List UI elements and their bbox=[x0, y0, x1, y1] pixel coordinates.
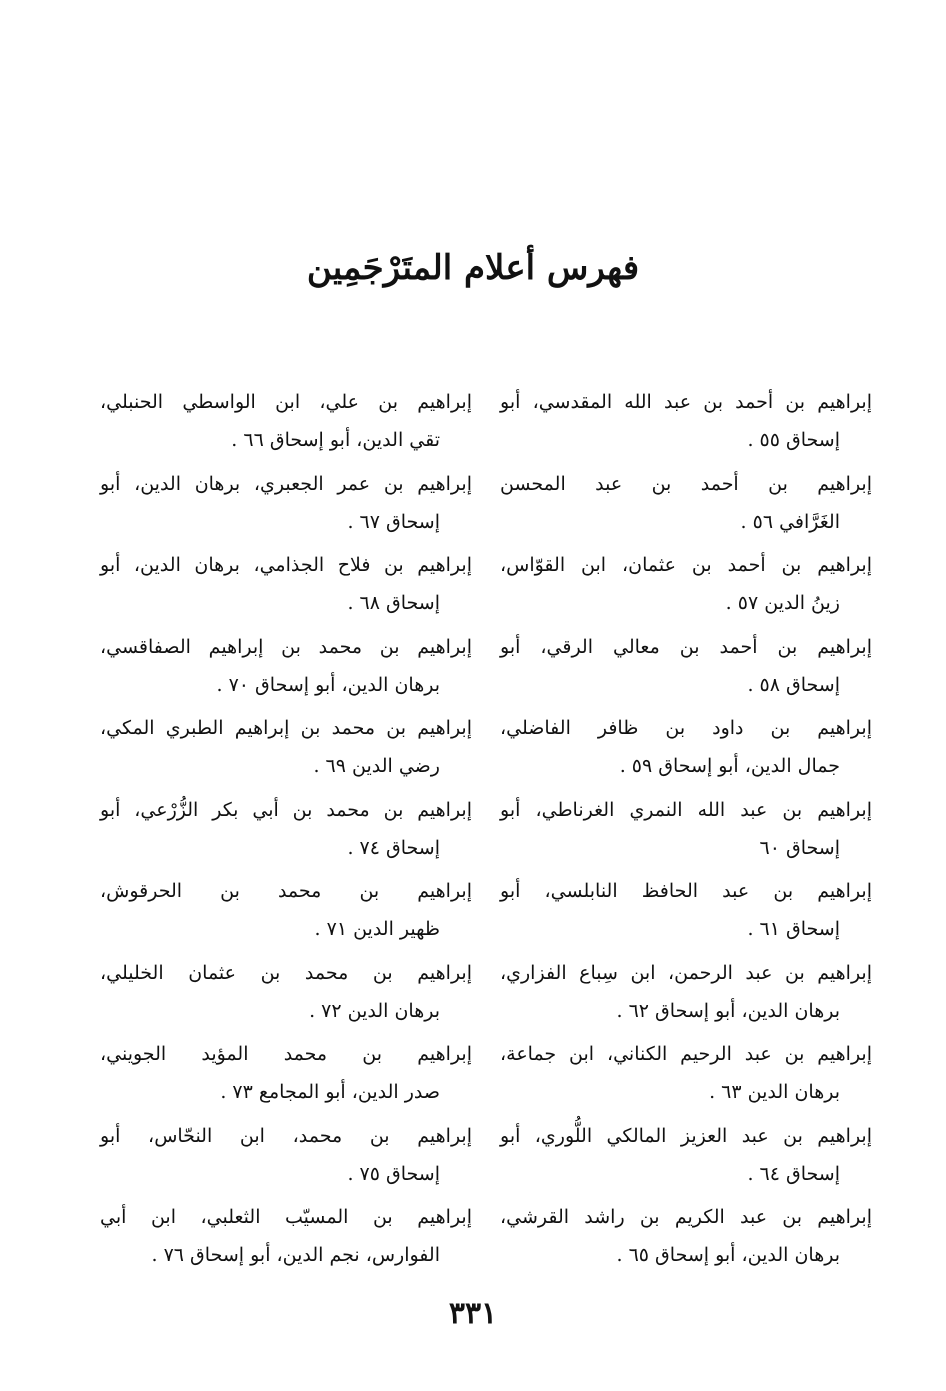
entry-name-line: إبراهيم بن أحمد بن عبد الله المقدسي، أبو bbox=[500, 391, 872, 413]
index-entry bbox=[100, 628, 472, 710]
entry-continuation-line: إسحاق ٧٥ . bbox=[347, 1162, 440, 1185]
entry-name-line: إبراهيم بن محمد بن أبي بكر الزُّرْعي، أبو bbox=[100, 798, 472, 821]
entry-continuation-line: إسحاق ٧٤ . bbox=[347, 836, 440, 859]
index-entry bbox=[100, 954, 472, 1036]
index-entry bbox=[100, 465, 472, 547]
entry-continuation-line: إسحاق ٦٨ . bbox=[347, 592, 440, 614]
entry-continuation-line: زينُ الدين ٥٧ . bbox=[725, 592, 840, 614]
index-entry bbox=[100, 383, 472, 465]
page-title: فهرس أعلام المتَرْجَمِين bbox=[306, 248, 640, 288]
entry-continuation-line: صدر الدين، أبو المجامع ٧٣ . bbox=[220, 1081, 440, 1103]
entry-continuation-line: برهان الدين ٦٣ . bbox=[709, 1081, 840, 1103]
entry-continuation-line: إسحاق ٥٥ . bbox=[747, 429, 840, 451]
entry-continuation-line: برهان الدين، أبو إسحاق ٦٥ . bbox=[616, 1244, 840, 1266]
index-entry bbox=[500, 546, 872, 628]
entry-name-line: إبراهيم بن عبد الكريم بن راشد القرشي، bbox=[500, 1206, 872, 1228]
index-entry bbox=[500, 1035, 872, 1117]
entry-continuation-line: ظهير الدين ٧١ . bbox=[314, 918, 440, 940]
entry-name-line: إبراهيم بن عبد العزيز المالكي اللُّوري، أبو bbox=[500, 1124, 872, 1147]
entry-name-line: إبراهيم بن أحمد بن عبد المحسن bbox=[500, 472, 872, 495]
entry-continuation-line: إسحاق ٦٤ . bbox=[747, 1162, 840, 1185]
entry-name-line: إبراهيم بن فلاح الجذامي، برهان الدين، أبو bbox=[100, 554, 472, 576]
entry-continuation-line: الغَرَّافي ٥٦ . bbox=[740, 510, 840, 533]
entry-name-line: إبراهيم بن المسيّب الثعلبي، ابن أبي bbox=[100, 1206, 472, 1228]
entry-continuation-line: برهان الدين، أبو إسحاق ٦٢ . bbox=[616, 999, 840, 1022]
entry-name-line: إبراهيم بن محمد بن إبراهيم الطبري المكي، bbox=[100, 717, 472, 739]
entry-name-line: إبراهيم بن عبد الحافظ النابلسي، أبو bbox=[500, 880, 872, 902]
entry-continuation-line: إسحاق ٦١ . bbox=[747, 918, 840, 940]
entry-continuation-line: إسحاق ٥٨ . bbox=[747, 673, 840, 696]
entry-continuation-line: برهان الدين، أبو إسحاق ٧٠ . bbox=[216, 673, 440, 696]
index-entry bbox=[100, 1198, 472, 1280]
entry-name-line: إبراهيم بن علي، ابن الواسطي الحنبلي، bbox=[100, 391, 472, 413]
index-entry bbox=[500, 1198, 872, 1280]
index-entry bbox=[100, 709, 472, 791]
index-entry bbox=[100, 1035, 472, 1117]
index-entry bbox=[500, 709, 872, 791]
entry-name-line: إبراهيم بن عبد الرحيم الكناني، ابن جماعة، bbox=[500, 1043, 872, 1065]
index-entry bbox=[500, 628, 872, 710]
index-entry bbox=[500, 872, 872, 954]
entry-name-line: إبراهيم بن محمد المؤيد الجويني، bbox=[100, 1043, 472, 1065]
entry-continuation-line: برهان الدين ٧٢ . bbox=[309, 999, 440, 1022]
entry-continuation-line: رضي الدين ٦٩ . bbox=[313, 755, 440, 777]
entry-name-line: إبراهيم بن داود بن ظافر الفاضلي، bbox=[500, 717, 872, 739]
entry-name-line: إبراهيم بن محمد بن الحرقوش، bbox=[100, 880, 472, 902]
index-entry bbox=[500, 465, 872, 547]
index-entry bbox=[500, 791, 872, 873]
entry-continuation-line: تقي الدين، أبو إسحاق ٦٦ . bbox=[231, 429, 440, 451]
entry-name-line: إبراهيم بن أحمد بن عثمان، ابن القوّاس، bbox=[500, 554, 872, 576]
entry-continuation-line: إسحاق ٦٠ bbox=[759, 836, 840, 859]
entry-name-line: إبراهيم بن محمد، ابن النحّاس، أبو bbox=[100, 1124, 472, 1147]
index-entry bbox=[100, 546, 472, 628]
index-entry bbox=[100, 1117, 472, 1199]
index-entry bbox=[100, 791, 472, 873]
entry-name-line: إبراهيم بن عبد الرحمن، ابن سِباع الفزاري، bbox=[500, 961, 872, 984]
entry-continuation-line: إسحاق ٦٧ . bbox=[347, 510, 440, 533]
entry-continuation-line: جمال الدين، أبو إسحاق ٥٩ . bbox=[619, 755, 840, 777]
index-column-left bbox=[100, 383, 472, 1280]
entry-continuation-line: الفوارس، نجم الدين، أبو إسحاق ٧٦ . bbox=[151, 1244, 440, 1266]
index-entry bbox=[500, 383, 872, 465]
entry-name-line: إبراهيم بن عمر الجعبري، برهان الدين، أبو bbox=[100, 472, 472, 495]
page-number: ٣٣١ bbox=[448, 1296, 498, 1331]
index-entry bbox=[500, 954, 872, 1036]
index-column-right bbox=[500, 383, 872, 1280]
index-entry bbox=[500, 1117, 872, 1199]
entry-name-line: إبراهيم بن محمد بن إبراهيم الصفاقسي، bbox=[100, 635, 472, 658]
entry-name-line: إبراهيم بن عبد الله النمري الغرناطي، أبو bbox=[500, 798, 872, 821]
entry-name-line: إبراهيم بن أحمد بن معالي الرقي، أبو bbox=[500, 635, 872, 658]
entry-name-line: إبراهيم بن محمد بن عثمان الخليلي، bbox=[100, 961, 472, 984]
index-entry bbox=[100, 872, 472, 954]
